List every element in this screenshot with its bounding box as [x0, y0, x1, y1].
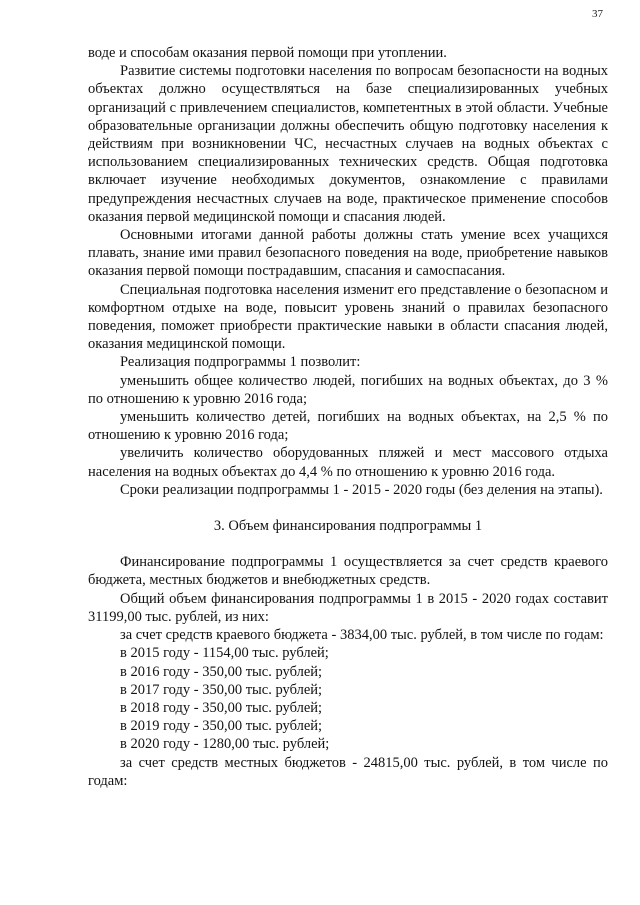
paragraph-local-budget: за счет средств местных бюджетов - 24815,00 тыс. рублей, в том числе по годам:: [88, 754, 608, 789]
paragraph-implementation-intro: Реализация подпрограммы 1 позволит:: [120, 354, 361, 371]
list-item-increase-beaches: увеличить количество оборудованных пляжей и мест массового отдыха населения на водных объектах до 4,4 % по отношению к уровню 2016 года.: [88, 445, 608, 480]
funding-year-item: в 2020 году - 1280,00 тыс. рублей;: [120, 736, 330, 753]
section-heading: 3. Объем финансирования подпрограммы 1: [213, 518, 483, 535]
paragraph-regional-budget: за счет средств краевого бюджета - 3834,00 тыс. рублей, в том числе по годам:: [120, 627, 604, 644]
paragraph-total-funding: Общий объем финансирования подпрограммы 1 в 2015 - 2020 годах составит 31199,00 тыс. рублей, из них:: [88, 590, 608, 625]
paragraph-timeframe: Сроки реализации подпрограммы 1 - 2015 - 2020 годы (без деления на этапы).: [120, 481, 603, 498]
paragraph-results: Основными итогами данной работы должны стать умение всех учащихся плавать, знание ими правил безопасного поведения на воде, приобретение навыков оказания первой помощи пострадавшим, спасания и самоспасания.: [88, 227, 608, 280]
list-item-reduce-deaths: уменьшить общее количество людей, погибших на водных объектах, до 3 % по отношению к уровню 2016 года;: [88, 372, 608, 407]
paragraph-training-system: Развитие системы подготовки населения по вопросам безопасности на водных объектах должно осуществляться на базе специализированных учебных организаций с привлечением специалистов, компетентных в этой области. Учебные образовательные организации должны обеспечить общую подготовку населения к действиям при возникновении ЧС, несчастных случаев на водных объектах с использованием специализированных технических средств. Общая подготовка включает изучение необходимых документов, ознакомление с правилами предупреждения несчастных случаев на воде, практическое применение способов оказания первой медицинской помощи и спасания людей.: [88, 63, 608, 225]
document-body: [88, 44, 608, 790]
list-item-reduce-child-deaths: уменьшить количество детей, погибших на водных объектах, на 2,5 % по отношению к уровню 2016 года;: [88, 409, 608, 444]
paragraph-continuation: воде и способам оказания первой помощи при утоплении.: [88, 45, 447, 61]
paragraph-special-training: Специальная подготовка населения изменит его представление о безопасном и комфортном отдыхе на воде, повысит уровень знаний о правилах безопасного поведения, поможет приобрести практические навыки в области спасания людей, оказания медицинской помощи.: [88, 281, 608, 353]
funding-year-item: в 2016 году - 350,00 тыс. рублей;: [120, 663, 323, 680]
funding-year-item: в 2015 году - 1154,00 тыс. рублей;: [120, 645, 329, 662]
funding-year-item: в 2017 году - 350,00 тыс. рублей;: [120, 681, 323, 698]
paragraph-funding-sources: Финансирование подпрограммы 1 осуществляется за счет средств краевого бюджета, местных бюджетов и внебюджетных средств.: [88, 554, 608, 589]
page-number: 37: [592, 8, 603, 20]
funding-year-item: в 2019 году - 350,00 тыс. рублей;: [120, 718, 323, 735]
funding-year-item: в 2018 году - 350,00 тыс. рублей;: [120, 699, 323, 716]
